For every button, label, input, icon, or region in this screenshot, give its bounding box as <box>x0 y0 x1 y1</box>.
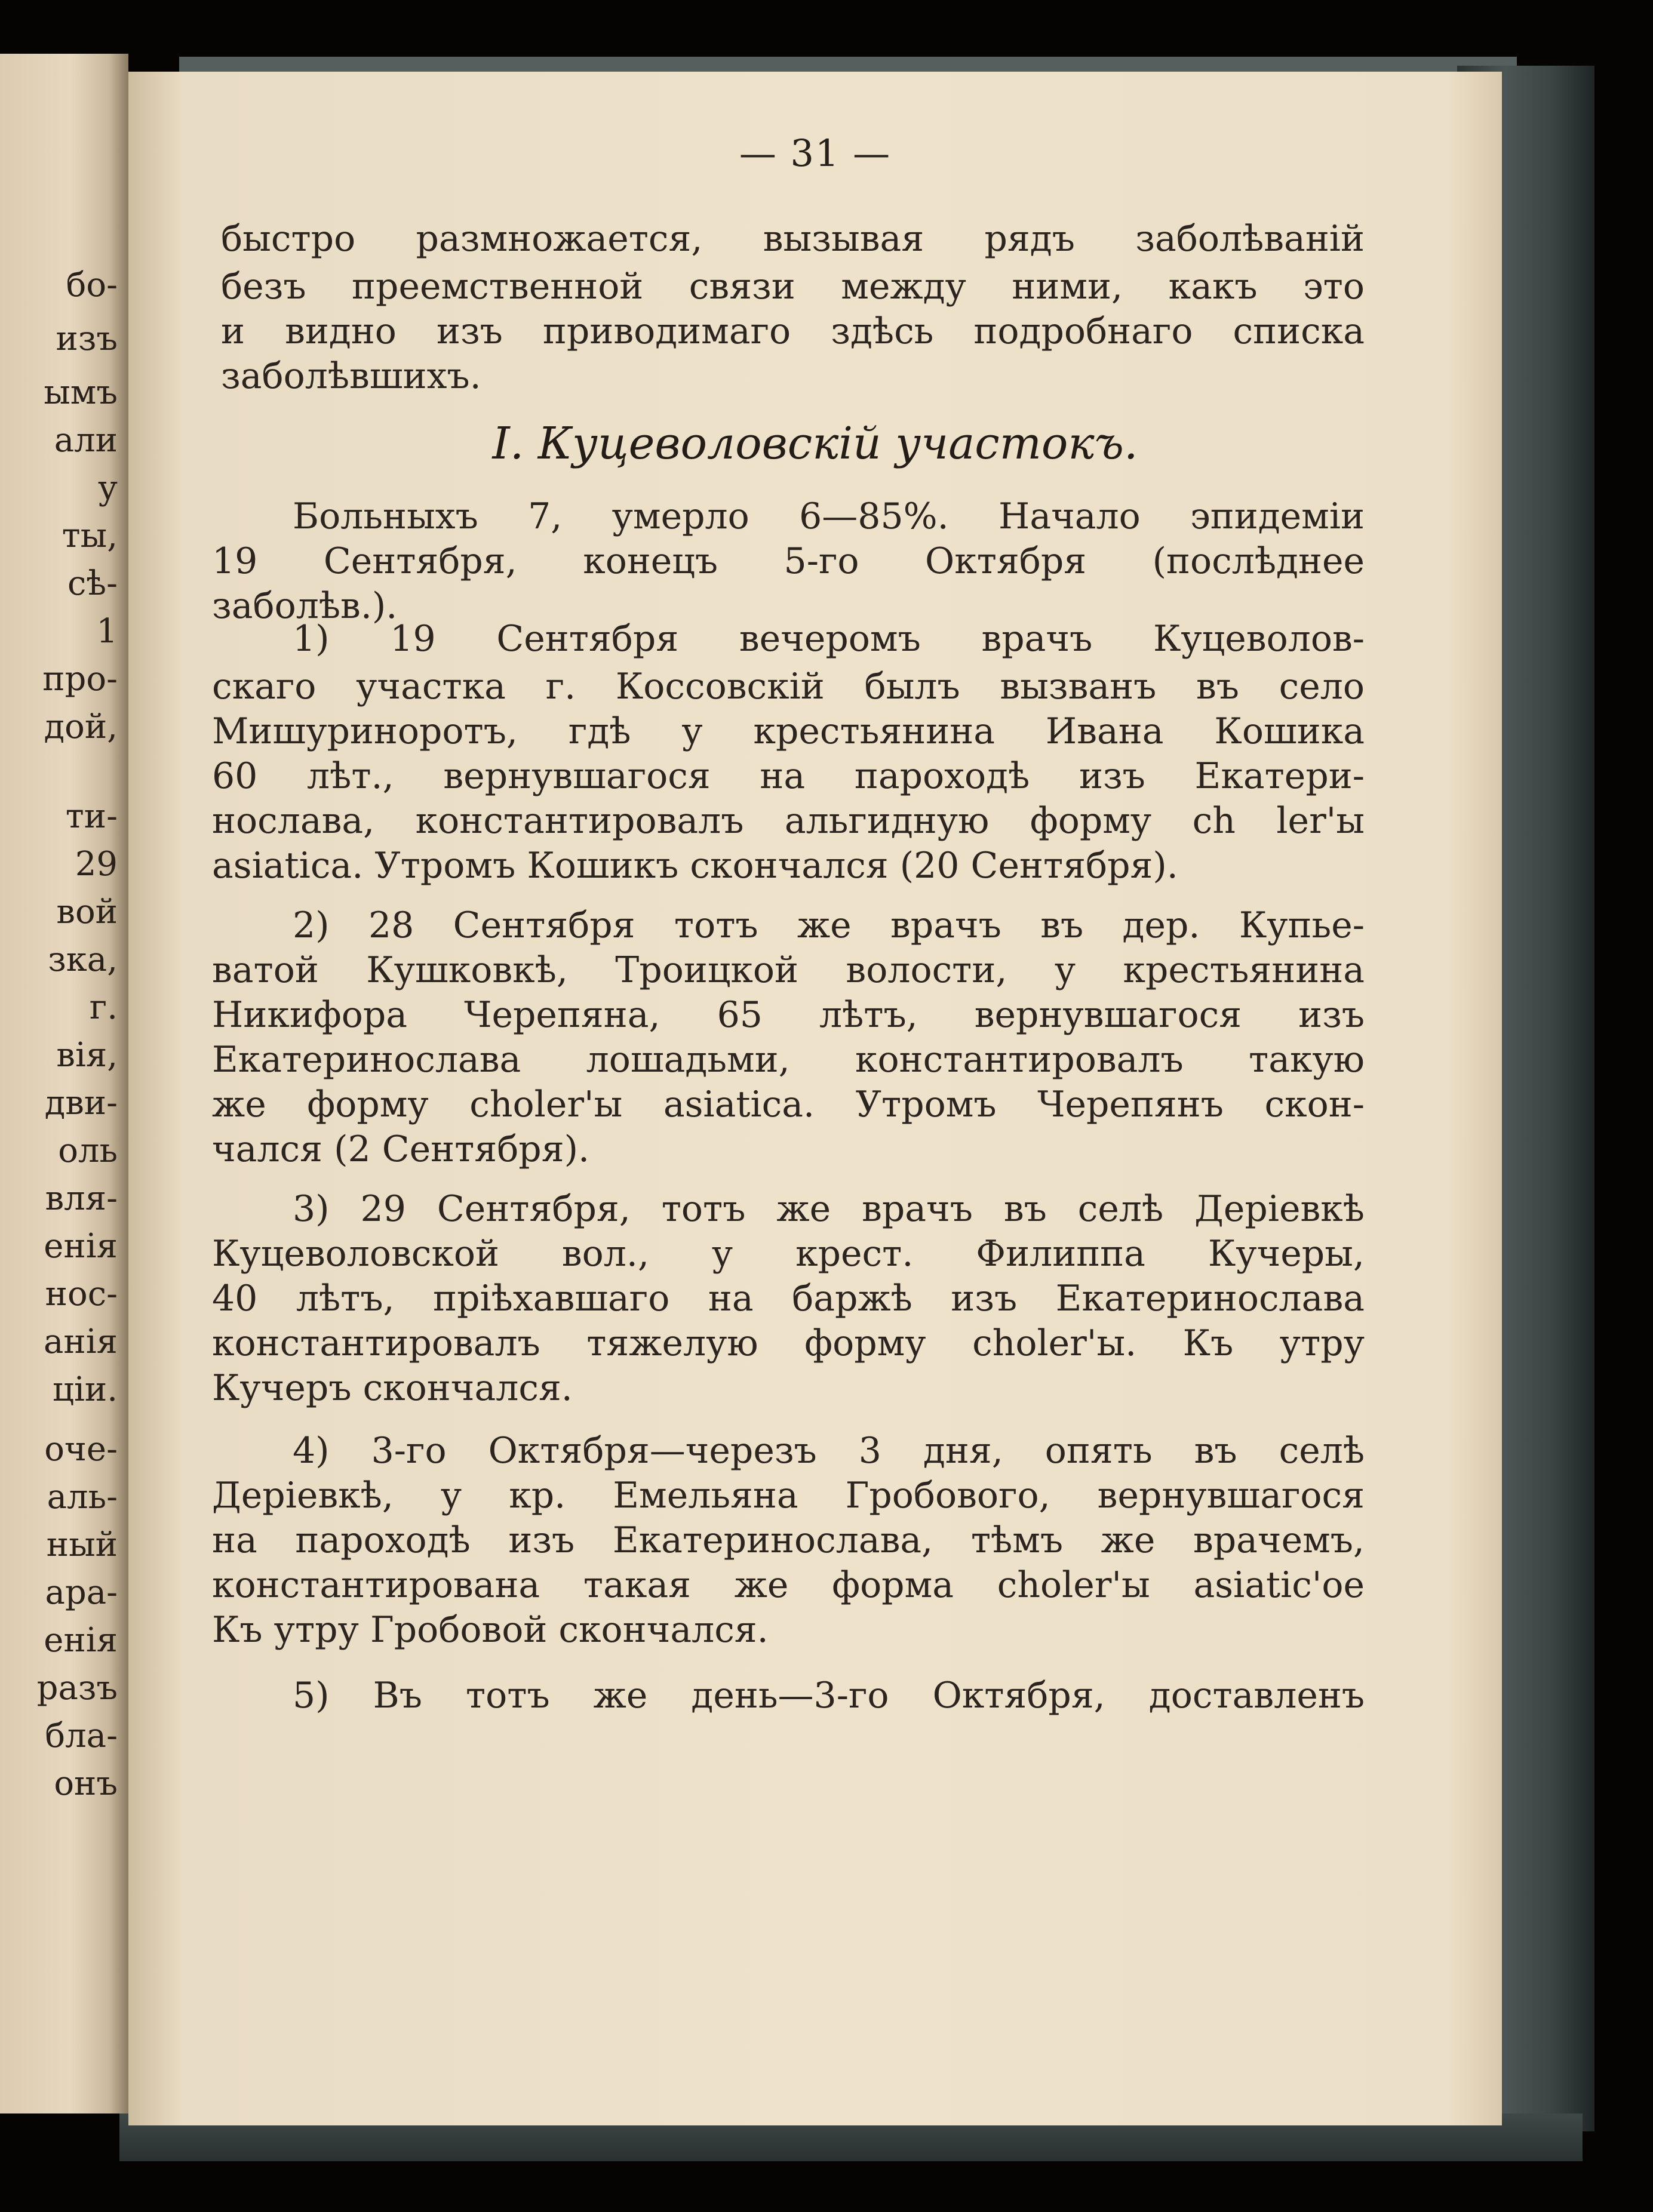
left-page-fragment: онъ <box>54 1764 118 1803</box>
paragraph-line: 60 лѣт., вернувшагося на пароходѣ изъ Екатери- <box>212 755 1365 797</box>
left-page-fragment: енія <box>44 1621 118 1660</box>
left-page-fragment: ара- <box>45 1573 118 1612</box>
paragraph-line: ватой Кушковкѣ, Троицкой волости, у крестьянина <box>212 949 1365 991</box>
left-page-fragment: али <box>54 421 118 460</box>
paragraph-line: Къ утру Гробовой скончался. <box>212 1609 769 1651</box>
left-page-fragment: сѣ- <box>67 564 118 603</box>
intro-line: и видно изъ приводимаго здѣсь подробнаго списка <box>221 310 1365 352</box>
paragraph-line: Больныхъ 7, умерло 6—85%. Начало эпидеміи <box>293 496 1365 537</box>
book-page <box>128 72 1502 2125</box>
intro-line: быстро размножается, вызывая рядъ заболѣваній <box>221 218 1365 260</box>
left-page-fragment: у <box>98 469 118 507</box>
paragraph-line: Куцеволовской вол., у крест. Филиппа Кучеры, <box>212 1233 1365 1275</box>
paragraph-line: Никифора Черепяна, 65 лѣтъ, вернувшагося изъ <box>212 994 1365 1036</box>
left-page-fragment: 1 <box>96 612 118 651</box>
paragraph-line: 5) Въ тотъ же день—3-го Октября, доставленъ <box>293 1675 1365 1716</box>
intro-line: безъ преемственной связи между ними, какъ это <box>221 266 1365 307</box>
paragraph-line: Мишуриноротъ, гдѣ у крестьянина Ивана Кошика <box>212 710 1365 752</box>
section-heading: I. Куцеволовскій участокъ. <box>492 418 1138 469</box>
paragraph-line: Кучеръ скончался. <box>212 1367 573 1409</box>
left-page-fragment: ти- <box>65 797 118 836</box>
left-page-fragment: нос- <box>45 1275 118 1313</box>
paragraph-line: скаго участка г. Коссовскій былъ вызванъ въ село <box>212 666 1365 707</box>
paragraph-line: нослава, константировалъ альгидную форму ch ler'ы <box>212 800 1365 842</box>
left-page-fragment: оль <box>58 1131 118 1170</box>
paragraph-line: заболѣв.). <box>212 585 398 627</box>
paragraph-line: 40 лѣтъ, пріѣхавшаго на баржѣ изъ Екатеринослава <box>212 1278 1365 1319</box>
paragraph-line: 4) 3-го Октября—черезъ 3 дня, опять въ селѣ <box>293 1430 1365 1472</box>
paragraph-line: 1) 19 Сентября вечеромъ врачъ Куцеволов- <box>293 618 1365 660</box>
left-page-fragment: разъ <box>36 1669 118 1708</box>
left-page-fragment: ціи. <box>52 1370 118 1409</box>
left-page-fragment: анія <box>44 1322 118 1361</box>
paragraph-line: Деріевкѣ, у кр. Емельяна Гробового, вернувшагося <box>212 1475 1365 1516</box>
page-number: — 31 — <box>739 131 892 175</box>
intro-line: заболѣвшихъ. <box>221 355 481 397</box>
paragraph-line: Екатеринослава лошадьми, константировалъ такую <box>212 1039 1365 1081</box>
paragraph-line: 19 Сентября, конецъ 5-го Октября (послѣднее <box>212 540 1365 582</box>
left-page-fragment: вія, <box>56 1036 118 1075</box>
left-page-fragment: бо- <box>66 266 118 304</box>
left-page-fragment: изъ <box>56 319 118 358</box>
paragraph-line: же форму choler'ы asiatica. Утромъ Черепянъ скон- <box>212 1084 1365 1125</box>
left-page-fragment: 29 <box>75 845 118 884</box>
left-page-fragment: енія <box>44 1227 118 1266</box>
left-page-fragment: ымъ <box>44 373 118 412</box>
paragraph-line: константировалъ тяжелую форму choler'ы. Къ утру <box>212 1322 1365 1364</box>
paragraph-line: чался (2 Сентября). <box>212 1128 590 1170</box>
paragraph-line: 3) 29 Сентября, тотъ же врачъ въ селѣ Деріевкѣ <box>293 1188 1365 1230</box>
left-page-fragment: зка, <box>48 940 118 979</box>
left-page-fragment: оче- <box>44 1430 118 1469</box>
left-page-fragment: бла- <box>45 1716 118 1755</box>
paragraph-line: asiatica. Утромъ Кошикъ скончался (20 Сентября). <box>212 845 1178 887</box>
left-page-fragment: про- <box>42 660 118 699</box>
left-page-fragment: дой, <box>44 707 118 746</box>
left-page-fragment: г. <box>89 988 118 1027</box>
left-page <box>0 54 128 2113</box>
paragraph-line: константирована такая же форма choler'ы asiatic'ое <box>212 1564 1365 1606</box>
paragraph-line: на пароходѣ изъ Екатеринослава, тѣмъ же врачемъ, <box>212 1519 1365 1561</box>
left-page-fragment: вля- <box>45 1179 118 1218</box>
left-page-fragment: вой <box>56 893 118 931</box>
left-page-fragment: дви- <box>44 1084 118 1122</box>
left-page-fragment: ты, <box>62 516 118 555</box>
left-page-fragment: аль- <box>47 1478 118 1516</box>
left-page-fragment: ный <box>46 1525 118 1564</box>
paragraph-line: 2) 28 Сентября тотъ же врачъ въ дер. Купье- <box>293 905 1365 946</box>
